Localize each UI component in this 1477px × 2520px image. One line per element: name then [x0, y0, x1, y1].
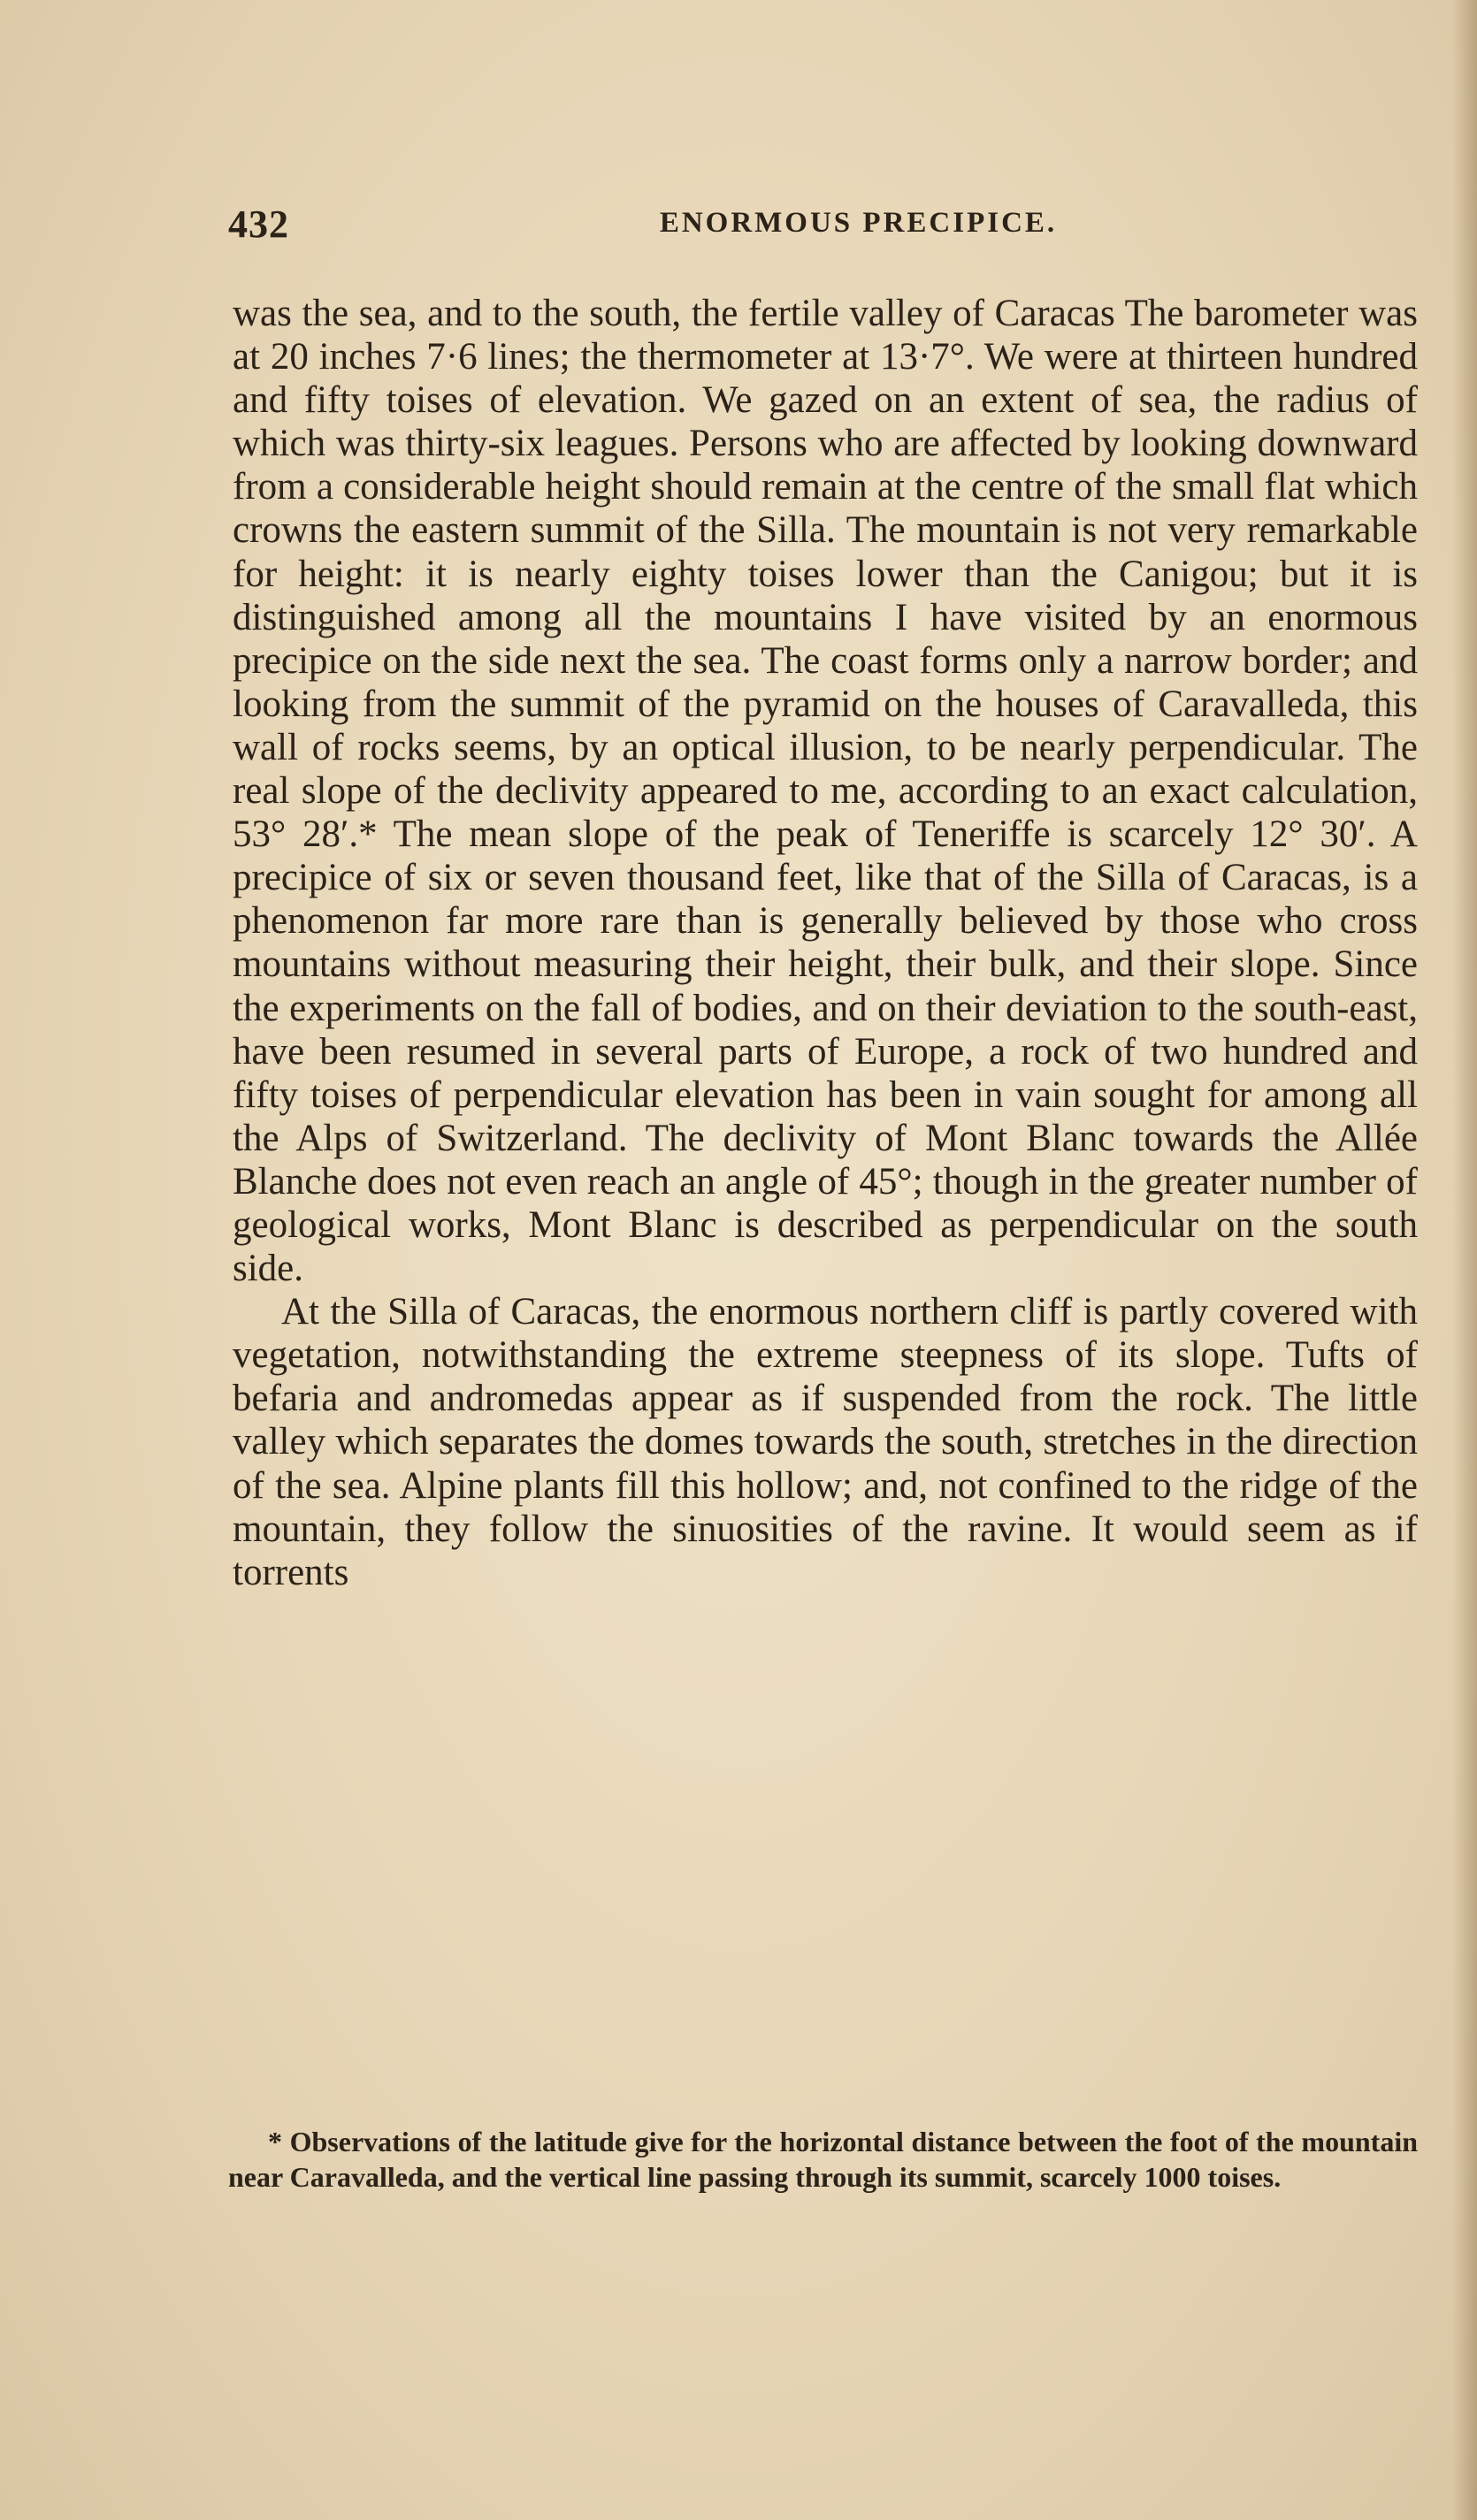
footnote: * Observations of the latitude give for the horizontal distance between the foot of the mountain near Caravalleda, and the vertical line passing through its summit, scarcely 1000 toises. — [228, 2126, 1418, 2193]
page-edge-shadow — [1452, 0, 1477, 2520]
page-header — [228, 202, 1418, 255]
body-text — [233, 292, 1418, 1594]
paragraph-1: was the sea, and to the south, the fertile valley of Caracas The barometer was at 20 inches 7·6 lines; the thermometer at 13·7°. We were at thirteen hundred and fifty toises of elevation. We gazed on an extent of sea, the radius of which was thirty-six leagues. Persons who are affected by looking downward from a considerable height should remain at the centre of the small flat which crowns the eastern summit of the Silla. The mountain is not very remarkable for height: it is nearly eighty toises lower than the Canigou; but it is distinguished among all the mountains I have visited by an enormous precipice on the side next the sea. The coast forms only a narrow border; and looking from the summit of the pyramid on the houses of Caravalleda, this wall of rocks seems, by an optical illusion, to be nearly perpendicular. The real slope of the declivity appeared to me, according to an exact calculation, 53° 28′.* The mean slope of the peak of Teneriffe is scarcely 12° 30′. A precipice of six or seven thousand feet, like that of the Silla of Caracas, is a phenomenon far more rare than is generally believed by those who cross mountains without measuring their height, their bulk, and their slope. Since the experiments on the fall of bodies, and on their deviation to the south-east, have been resumed in several parts of Europe, a rock of two hundred and fifty toises of perpendicular elevation has been in vain sought for among all the Alps of Switzerland. The declivity of Mont Blanc towards the Allée Blanche does not even reach an angle of 45°; though in the greater number of geological works, Mont Blanc is described as perpendicular on the south side. — [233, 293, 1418, 1290]
page-number: 432 — [228, 202, 289, 246]
running-head: ENORMOUS PRECIPICE. — [659, 207, 1058, 239]
paragraph-2: At the Silla of Caracas, the enormous northern cliff is partly covered with vegetation, notwithstanding the extreme steepness of its slope. Tufts of befaria and andromedas appear as if suspended from the rock. The little valley which separates the domes towards the south, stretches in the direction of the sea. Alpine plants fill this hollow; and, not confined to the ridge of the mountain, they follow the sinuosities of the ravine. It would seem as if torrents — [233, 1291, 1418, 1593]
